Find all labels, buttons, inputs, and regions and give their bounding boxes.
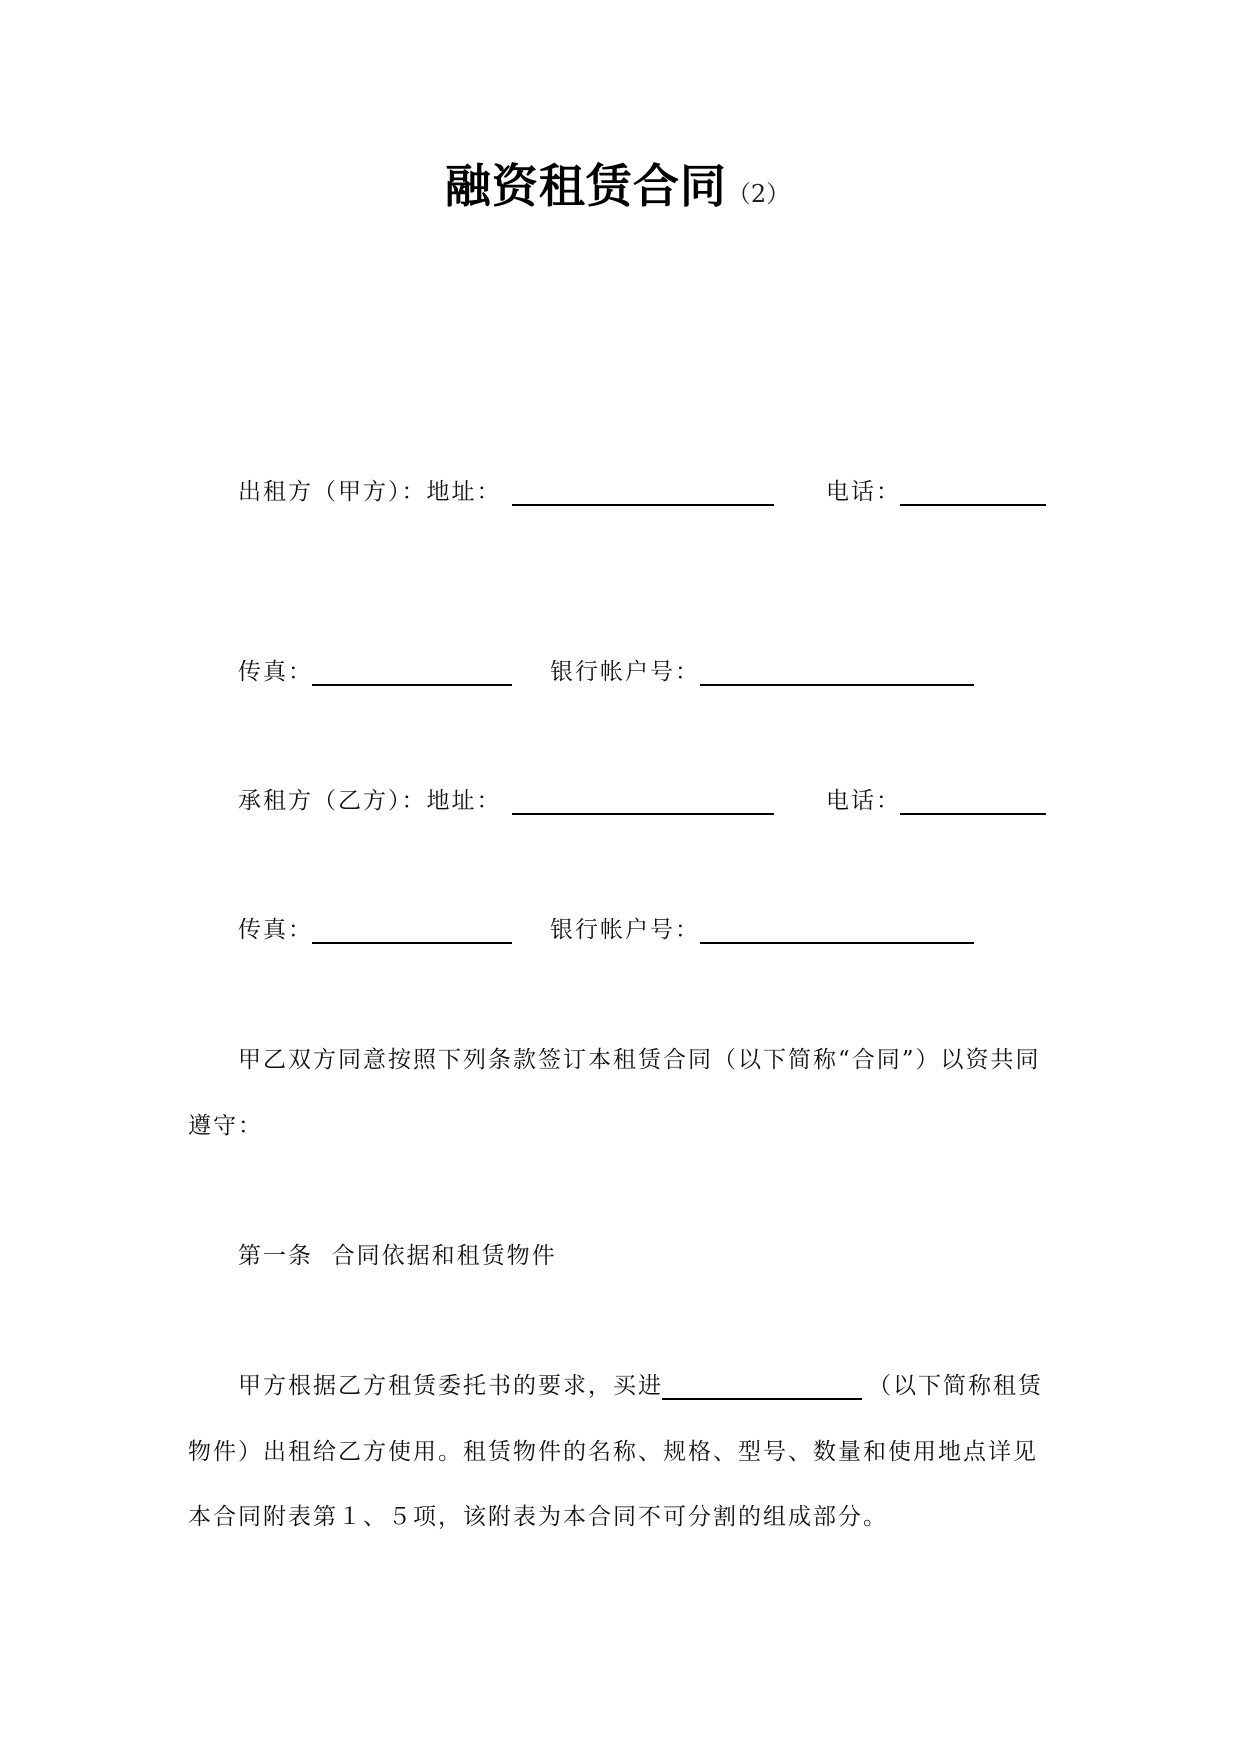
lessee-bank-field[interactable] xyxy=(700,942,974,944)
lessor-bank-field[interactable] xyxy=(700,684,974,686)
lessee-fax-row xyxy=(0,910,1235,950)
lessor-fax-row xyxy=(0,652,1235,692)
title-main: 融资租赁合同 xyxy=(444,159,727,213)
lessor-phone-label: 电话： xyxy=(826,479,901,505)
lessee-address-row xyxy=(0,781,1235,821)
lessee-phone-field[interactable] xyxy=(900,813,1046,815)
lessor-fax-label: 传真： xyxy=(238,659,313,685)
lessee-fax-label: 传真： xyxy=(238,917,313,943)
article-1-line-1 xyxy=(0,1366,1235,1406)
lessee-fax-field[interactable] xyxy=(312,942,512,944)
lessee-address-field[interactable] xyxy=(512,813,774,815)
lessor-bank-label: 银行帐户号： xyxy=(550,659,700,685)
lessee-phone-label: 电话： xyxy=(826,788,901,814)
article-1-line-2: 物件）出租给乙方使用。租赁物件的名称、规格、型号、数量和使用地点详见 xyxy=(188,1439,1038,1465)
lessor-phone-field[interactable] xyxy=(900,504,1046,506)
intro-line-1: 甲乙双方同意按照下列条款签订本租赁合同（以下简称“合同”）以资共同 xyxy=(238,1047,1041,1073)
lessor-fax-field[interactable] xyxy=(312,684,512,686)
article-1-text-after: （以下简称租赁 xyxy=(868,1373,1043,1399)
title-suffix: （2） xyxy=(726,180,791,208)
article-1-heading: 第一条 合同依据和租赁物件 xyxy=(238,1243,557,1269)
lessor-address-field[interactable] xyxy=(512,504,774,506)
lessor-address-row xyxy=(0,472,1235,512)
intro-line-2: 遵守： xyxy=(188,1113,263,1139)
lessee-bank-label: 银行帐户号： xyxy=(550,917,700,943)
leased-item-field[interactable] xyxy=(662,1398,862,1400)
document-title xyxy=(0,150,1235,216)
lessor-address-label: 出租方（甲方）：地址： xyxy=(238,479,502,505)
article-1-line-3: 本合同附表第１、５项，该附表为本合同不可分割的组成部分。 xyxy=(188,1504,888,1530)
lessee-address-label: 承租方（乙方）：地址： xyxy=(238,788,502,814)
article-1-text-before: 甲方根据乙方租赁委托书的要求，买进 xyxy=(238,1373,663,1399)
